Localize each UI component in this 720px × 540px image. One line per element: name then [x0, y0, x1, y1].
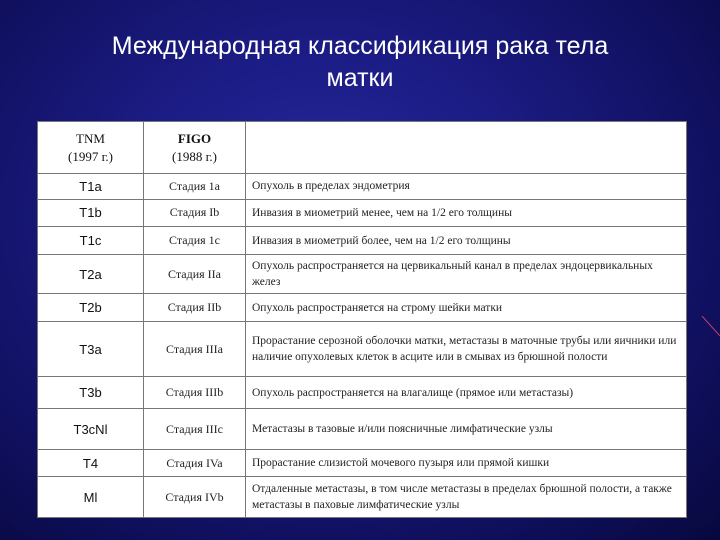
- figo-cell: Стадия IIIa: [144, 322, 246, 377]
- description-cell: Опухоль в пределах эндометрия: [246, 174, 687, 200]
- table-row: [38, 322, 687, 377]
- description-cell: Опухоль распространяется на строму шейки матки: [246, 294, 687, 322]
- table-row: [38, 227, 687, 255]
- table-row: [38, 254, 687, 293]
- slide-title-line2: матки: [326, 64, 394, 92]
- slide-title-line1: Международная классификация рака тела: [111, 32, 609, 60]
- tnm-cell: T4: [38, 449, 144, 477]
- tnm-cell: T1a: [38, 174, 144, 200]
- description-cell: Отдаленные метастазы, в том числе метастазы в пределах брюшной полости, а также метастазы в паховые лимфатические узлы: [246, 477, 687, 518]
- header-figo-line2: (1988 г.): [171, 148, 218, 164]
- decorative-line: [698, 316, 720, 338]
- figo-cell: Стадия IIIb: [144, 377, 246, 409]
- description-cell: Прорастание слизистой мочевого пузыря или прямой кишки: [246, 449, 687, 477]
- figo-cell: Стадия 1c: [144, 227, 246, 255]
- header-tnm: [38, 122, 144, 174]
- tnm-cell: T1c: [38, 227, 144, 255]
- header-figo-line1: FIGO: [177, 130, 212, 146]
- table-row: [38, 409, 687, 449]
- figo-cell: Стадия IIa: [144, 254, 246, 293]
- table-row: [38, 199, 687, 227]
- description-cell: Прорастание серозной оболочки матки, метастазы в маточные трубы или яичники или наличие опухолевых клеток в асците или в смывах из брюшной полости: [246, 322, 687, 377]
- tnm-cell: T2a: [38, 254, 144, 293]
- description-cell: Инвазия в миометрий более, чем на 1/2 его толщины: [246, 227, 687, 255]
- figo-cell: Стадия 1a: [144, 174, 246, 200]
- table-row: [38, 174, 687, 200]
- header-description: [246, 122, 687, 174]
- description-cell: Метастазы в тазовые и/или поясничные лимфатические узлы: [246, 409, 687, 449]
- figo-cell: Стадия IIIc: [144, 409, 246, 449]
- table-row: [38, 477, 687, 518]
- tnm-cell: Ml: [38, 477, 144, 518]
- table-row: [38, 294, 687, 322]
- table-header-row: [38, 122, 687, 174]
- tnm-cell: T1b: [38, 199, 144, 227]
- table-row: [38, 377, 687, 409]
- figo-cell: Стадия IVa: [144, 449, 246, 477]
- figo-cell: Стадия IIb: [144, 294, 246, 322]
- slide-title: [0, 30, 720, 94]
- header-tnm-line1: TNM: [76, 130, 105, 146]
- classification-table: [37, 121, 687, 518]
- header-tnm-line2: (1997 г.): [67, 148, 114, 164]
- tnm-cell: T3a: [38, 322, 144, 377]
- figo-cell: Стадия IVb: [144, 477, 246, 518]
- header-figo: [144, 122, 246, 174]
- description-cell: Инвазия в миометрий менее, чем на 1/2 его толщины: [246, 199, 687, 227]
- description-cell: Опухоль распространяется на влагалище (прямое или метастазы): [246, 377, 687, 409]
- tnm-cell: T3b: [38, 377, 144, 409]
- description-cell: Опухоль распространяется на цервикальный канал в пределах эндоцервикальных желез: [246, 254, 687, 293]
- tnm-cell: T3cNl: [38, 409, 144, 449]
- table-row: [38, 449, 687, 477]
- figo-cell: Стадия Ib: [144, 199, 246, 227]
- tnm-cell: T2b: [38, 294, 144, 322]
